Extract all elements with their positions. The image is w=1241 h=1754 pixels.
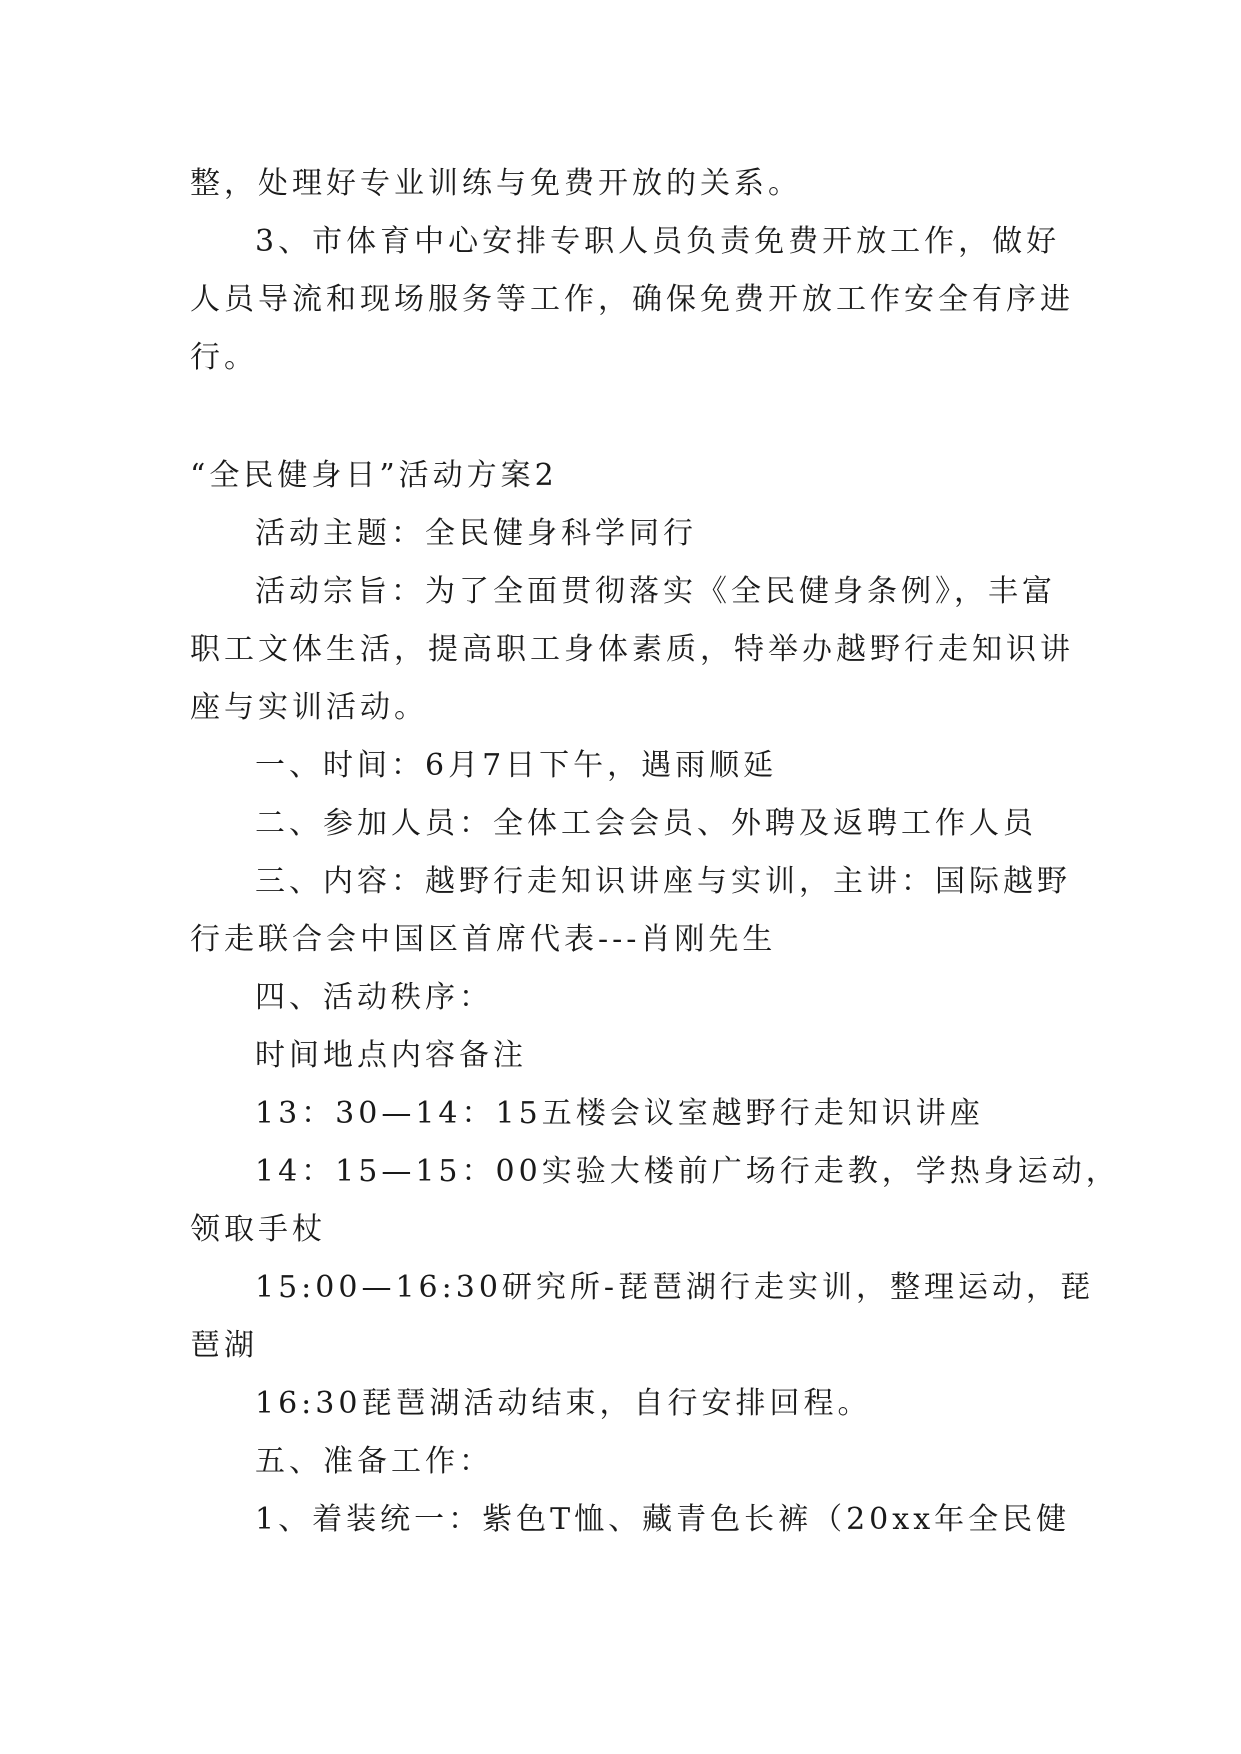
- paragraph-line: 五、准备工作：: [255, 1444, 493, 1479]
- paragraph-line: 1、着装统一：紫色T恤、藏青色长裤（20xx年全民健: [255, 1502, 1071, 1537]
- paragraph-line: 三、内容：越野行走知识讲座与实训，主讲：国际越野: [255, 864, 1071, 899]
- paragraph-line: 15:00—16:30研究所-琵琶湖行走实训，整理运动，琵: [255, 1270, 1095, 1305]
- paragraph-line: 琶湖: [190, 1328, 258, 1363]
- paragraph-line: 整，处理好专业训练与免费开放的关系。: [190, 166, 802, 201]
- paragraph-line: 职工文体生活，提高职工身体素质，特举办越野行走知识讲: [190, 632, 1074, 667]
- paragraph-line: 13：30—14：15五楼会议室越野行走知识讲座: [255, 1096, 984, 1131]
- paragraph-line: 14：15—15：00实验大楼前广场行走教，学热身运动，: [255, 1154, 1120, 1189]
- paragraph-line: 四、活动秩序：: [255, 980, 493, 1015]
- paragraph-line: 行走联合会中国区首席代表---肖刚先生: [190, 922, 777, 957]
- paragraph-line: 行。: [190, 340, 258, 375]
- paragraph-line: 活动主题：全民健身科学同行: [255, 516, 697, 551]
- paragraph-line: 活动宗旨：为了全面贯彻落实《全民健身条例》，丰富: [255, 574, 1056, 609]
- paragraph-line: 3、市体育中心安排专职人员负责免费开放工作，做好: [255, 224, 1061, 259]
- paragraph-line: 座与实训活动。: [190, 690, 428, 725]
- paragraph-line: 一、时间：6月7日下午，遇雨顺延: [255, 748, 778, 783]
- section-title: “全民健身日”活动方案2: [190, 458, 558, 493]
- paragraph-line: 时间地点内容备注: [255, 1038, 527, 1073]
- paragraph-line: 人员导流和现场服务等工作，确保免费开放工作安全有序进: [190, 282, 1074, 317]
- paragraph-line: 二、参加人员：全体工会会员、外聘及返聘工作人员: [255, 806, 1037, 841]
- paragraph-line: 领取手杖: [190, 1212, 326, 1247]
- paragraph-line: 16:30琵琶湖活动结束，自行安排回程。: [255, 1386, 872, 1421]
